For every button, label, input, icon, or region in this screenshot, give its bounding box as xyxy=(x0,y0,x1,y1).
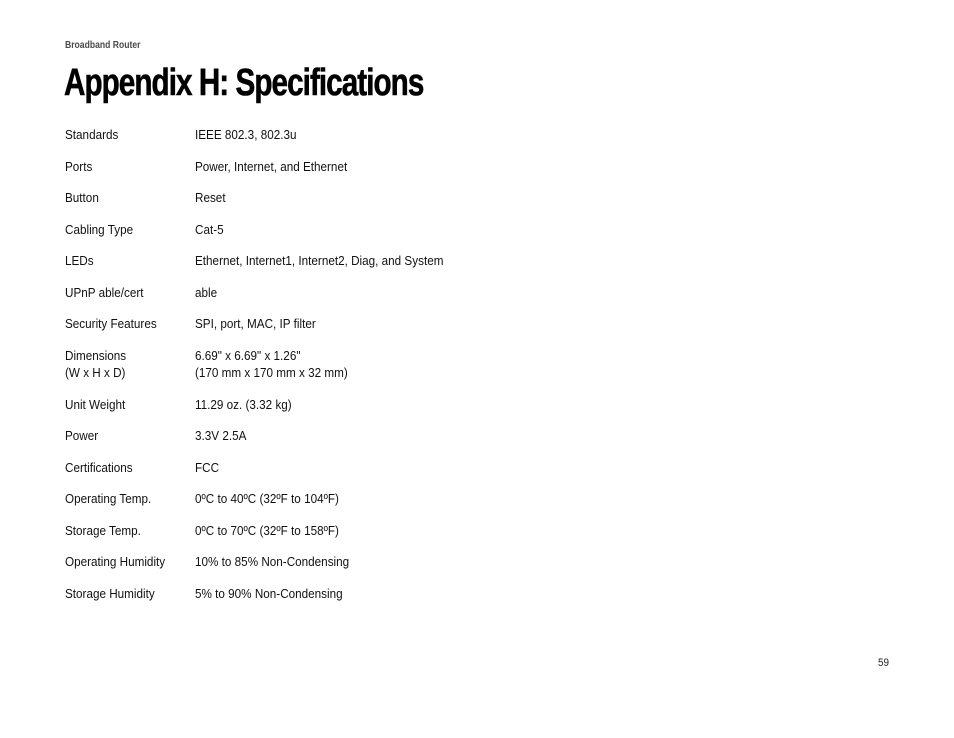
spec-value xyxy=(195,126,636,143)
spec-value-line: 11.29 oz. (3.32 kg) xyxy=(195,396,292,412)
spec-row xyxy=(65,221,685,253)
spec-value-line: able xyxy=(195,284,218,300)
spec-label xyxy=(65,347,182,381)
spec-value xyxy=(195,522,636,539)
spec-value xyxy=(195,158,636,175)
spec-label-line: Button xyxy=(65,190,99,205)
spec-label-line: Unit Weight xyxy=(65,396,126,412)
spec-label-line: Security Features xyxy=(65,316,157,331)
spec-value-line: 10% to 85% Non-Condensing xyxy=(195,554,350,569)
spec-label xyxy=(65,315,182,332)
spec-row xyxy=(65,553,685,585)
spec-value xyxy=(195,396,636,413)
spec-label xyxy=(65,490,182,507)
spec-value-line: SPI, port, MAC, IP filter xyxy=(195,316,316,331)
spec-value-line: 5% to 90% Non-Condensing xyxy=(195,585,343,601)
spec-row xyxy=(65,522,685,554)
spec-value-line: Cat-5 xyxy=(195,221,224,237)
spec-label xyxy=(65,553,182,570)
spec-label xyxy=(65,126,182,143)
spec-value-line: 0ºC to 70ºC (32ºF to 158ºF) xyxy=(195,522,339,538)
spec-label-line: (W x H x D) xyxy=(65,364,126,380)
spec-value xyxy=(195,459,636,476)
spec-row xyxy=(65,158,685,190)
spec-row xyxy=(65,396,685,428)
spec-label xyxy=(65,189,182,206)
spec-value-line: 0ºC to 40ºC (32ºF to 104ºF) xyxy=(195,491,339,506)
spec-value-line: IEEE 802.3, 802.3u xyxy=(195,127,297,142)
spec-value-line: 6.69" x 6.69" x 1.26" xyxy=(195,347,301,363)
spec-label-line: UPnP able/cert xyxy=(65,284,144,300)
spec-label-line: LEDs xyxy=(65,253,94,268)
spec-value-line: 3.3V 2.5A xyxy=(195,428,247,443)
spec-value-line: Ethernet, Internet1, Internet2, Diag, and System xyxy=(195,253,444,268)
spec-value xyxy=(195,585,636,602)
spec-row xyxy=(65,459,685,491)
spec-label-line: Storage Humidity xyxy=(65,585,155,601)
spec-value xyxy=(195,553,636,570)
spec-value xyxy=(195,252,636,269)
spec-value-line: (170 mm x 170 mm x 32 mm) xyxy=(195,364,348,380)
spec-row xyxy=(65,252,685,284)
spec-row xyxy=(65,427,685,459)
spec-value xyxy=(195,284,636,301)
running-header: Broadband Router xyxy=(65,40,141,51)
spec-label xyxy=(65,427,182,444)
spec-label-line: Dimensions xyxy=(65,347,127,363)
spec-label-line: Ports xyxy=(65,158,93,174)
spec-value-line: FCC xyxy=(195,459,220,475)
spec-label xyxy=(65,585,182,602)
spec-row xyxy=(65,490,685,522)
spec-value xyxy=(195,347,636,381)
spec-value xyxy=(195,189,636,206)
spec-label xyxy=(65,522,182,539)
spec-value-line: Reset xyxy=(195,190,226,205)
spec-row xyxy=(65,585,685,617)
spec-label-line: Storage Temp. xyxy=(65,522,141,538)
spec-value-line: Power, Internet, and Ethernet xyxy=(195,158,348,174)
page-number: 59 xyxy=(878,657,890,669)
spec-label xyxy=(65,396,182,413)
spec-label-line: Power xyxy=(65,428,99,443)
spec-label-line: Operating Humidity xyxy=(65,554,166,569)
page-title: Appendix H: Specifications xyxy=(64,62,424,104)
spec-value xyxy=(195,315,636,332)
spec-label-line: Standards xyxy=(65,127,119,142)
spec-row xyxy=(65,315,685,347)
spec-label xyxy=(65,459,182,476)
spec-value xyxy=(195,490,636,507)
spec-label xyxy=(65,221,182,238)
spec-label-line: Cabling Type xyxy=(65,221,134,237)
specifications-table xyxy=(65,126,685,616)
spec-label xyxy=(65,252,182,269)
spec-row xyxy=(65,126,685,158)
spec-label-line: Operating Temp. xyxy=(65,491,152,506)
spec-value xyxy=(195,221,636,238)
spec-row xyxy=(65,284,685,316)
spec-row xyxy=(65,189,685,221)
spec-value xyxy=(195,427,636,444)
spec-row xyxy=(65,347,685,396)
spec-label xyxy=(65,158,182,175)
spec-label-line: Certifications xyxy=(65,459,133,475)
spec-label xyxy=(65,284,182,301)
